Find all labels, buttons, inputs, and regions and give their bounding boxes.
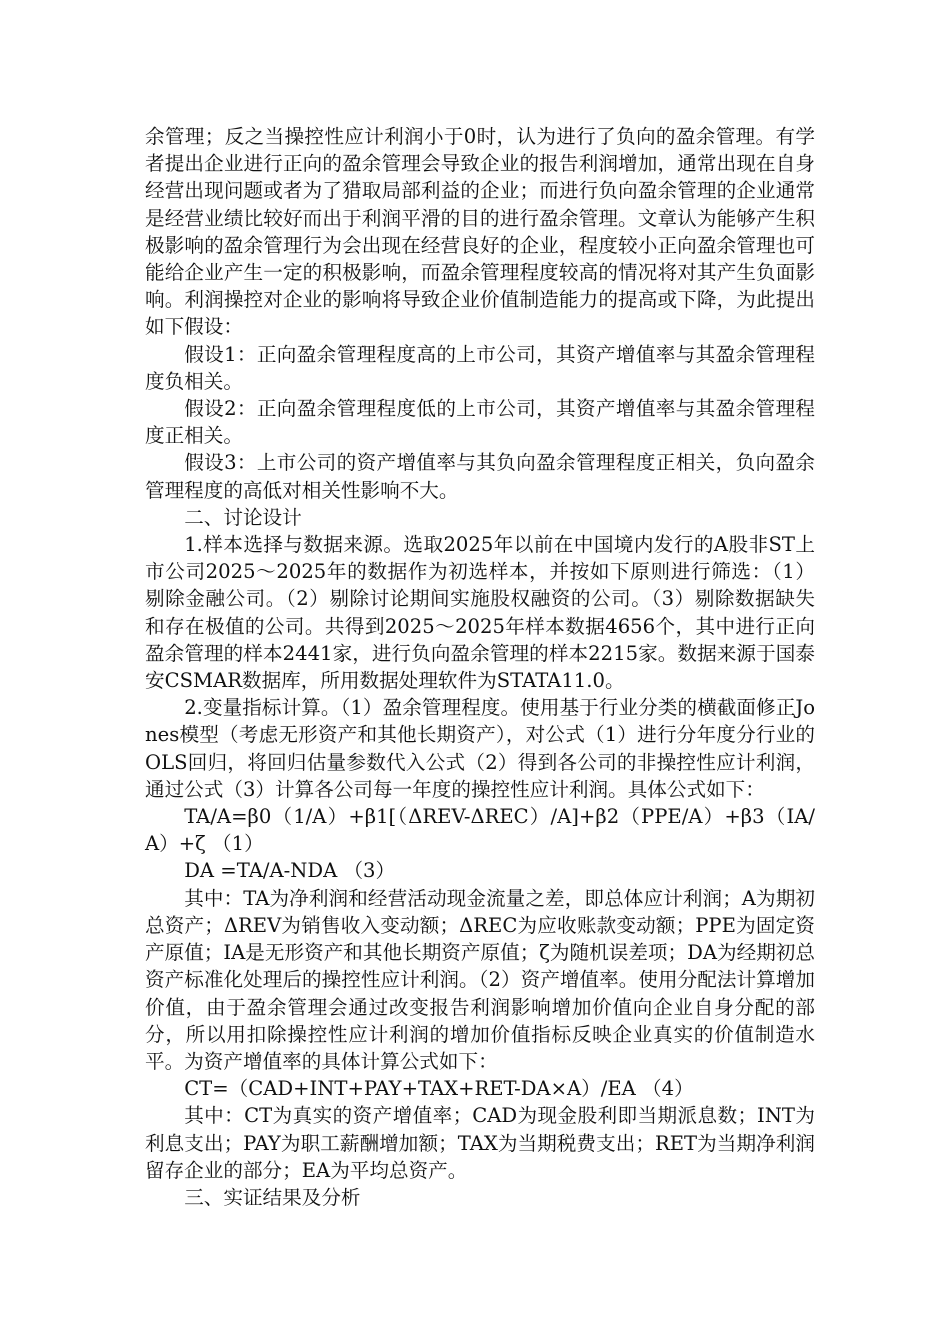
paragraph-hypothesis-2: 假设2：正向盈余管理程度低的上市公司，其资产增值率与其盈余管理程度正相关。: [145, 397, 815, 448]
paragraph-earnings-management-intro: 余管理；反之当操控性应计利润小于0时，认为进行了负向的盈余管理。有学者提出企业进行正向的盈余管理会导致企业的报告利润增加，通常出现在自身经营出现问题或者为了猎取局部利益的企业；而进行负向盈余管理的企业通常是经营业绩比较好而出于利润平滑的目的进行盈余管理。文章认为能够产生积极影响的盈余管理行为会出现在经营良好的企业，程度较小正向盈余管理也可能给企业产生一定的积极影响，而盈余管理程度较高的情况将对其产生负面影响。利润操控对企业的影响将导致企业价值制造能力的提高或下降，为此提出如下假设：: [145, 125, 815, 339]
paragraph-variable-definitions: 其中：TA为净利润和经营活动现金流量之差，即总体应计利润；A为期初总资产；ΔREV为销售收入变动额；ΔREC为应收账款变动额；PPE为固定资产原值；IA是无形资产和其他长期资产原值；ζ为随机误差项；DA为经期初总资产标准化处理后的操控性应计利润。（2）资产增值率。使用分配法计算增加价值，由于盈余管理会通过改变报告利润影响增加价值向企业自身分配的部分，所以用扣除操控性应计利润的增加价值指标反映企业真实的价值制造水平。为资产增值率的具体计算公式如下：: [145, 886, 815, 1073]
paragraph-sample-selection: 1.样本选择与数据来源。选取2025年以前在中国境内发行的A股非ST上市公司2025～2025年的数据作为初选样本，并按如下原则进行筛选：（1）剔除金融公司。（2）剔除讨论期间实施股权融资的公司。（3）剔除数据缺失和存在极值的公司。共得到2025～2025年样本数据4656个，其中进行正向盈余管理的样本2441家，进行负向盈余管理的样本2215家。数据来源于国泰安CSMAR数据库，所用数据处理软件为STATA11.0。: [145, 533, 815, 693]
paragraph-variable-calculation: 2.变量指标计算。（1）盈余管理程度。使用基于行业分类的横截面修正Jones模型（考虑无形资产和其他长期资产），对公式（1）进行分年度分行业的OLS回归，将回归估量参数代入公式（2）得到各公司的非操控性应计利润，通过公式（3）计算各公司每一年度的操控性应计利润。具体公式如下：: [145, 696, 815, 801]
formula-1-jones-model: TA/A=β0（1/A）+β1[（ΔREV-ΔREC）/A]+β2（PPE/A）+β3（IA/A）+ζ （1）: [145, 805, 815, 856]
paragraph-hypothesis-3: 假设3：上市公司的资产增值率与其负向盈余管理程度正相关，负向盈余管理程度的高低对相关性影响不大。: [145, 451, 815, 502]
formula-3-discretionary-accruals: DA =TA/A-NDA （3）: [184, 859, 396, 883]
paragraph-hypothesis-1: 假设1：正向盈余管理程度高的上市公司，其资产增值率与其盈余管理程度负相关。: [145, 342, 815, 393]
formula-4-asset-value-added-rate: CT=（CAD+INT+PAY+TAX+RET-DA×A）/EA （4）: [184, 1077, 694, 1101]
paragraph-ct-definitions: 其中：CT为真实的资产增值率；CAD为现金股利即当期派息数；INT为利息支出；PAY为职工薪酬增加额；TAX为当期税费支出；RET为当期净利润留存企业的部分；EA为平均总资产。: [145, 1104, 815, 1182]
section-heading-empirical-results: 三、实证结果及分析: [184, 1185, 361, 1209]
document-body: [145, 123, 815, 1211]
section-heading-research-design: 二、讨论设计: [184, 505, 302, 529]
